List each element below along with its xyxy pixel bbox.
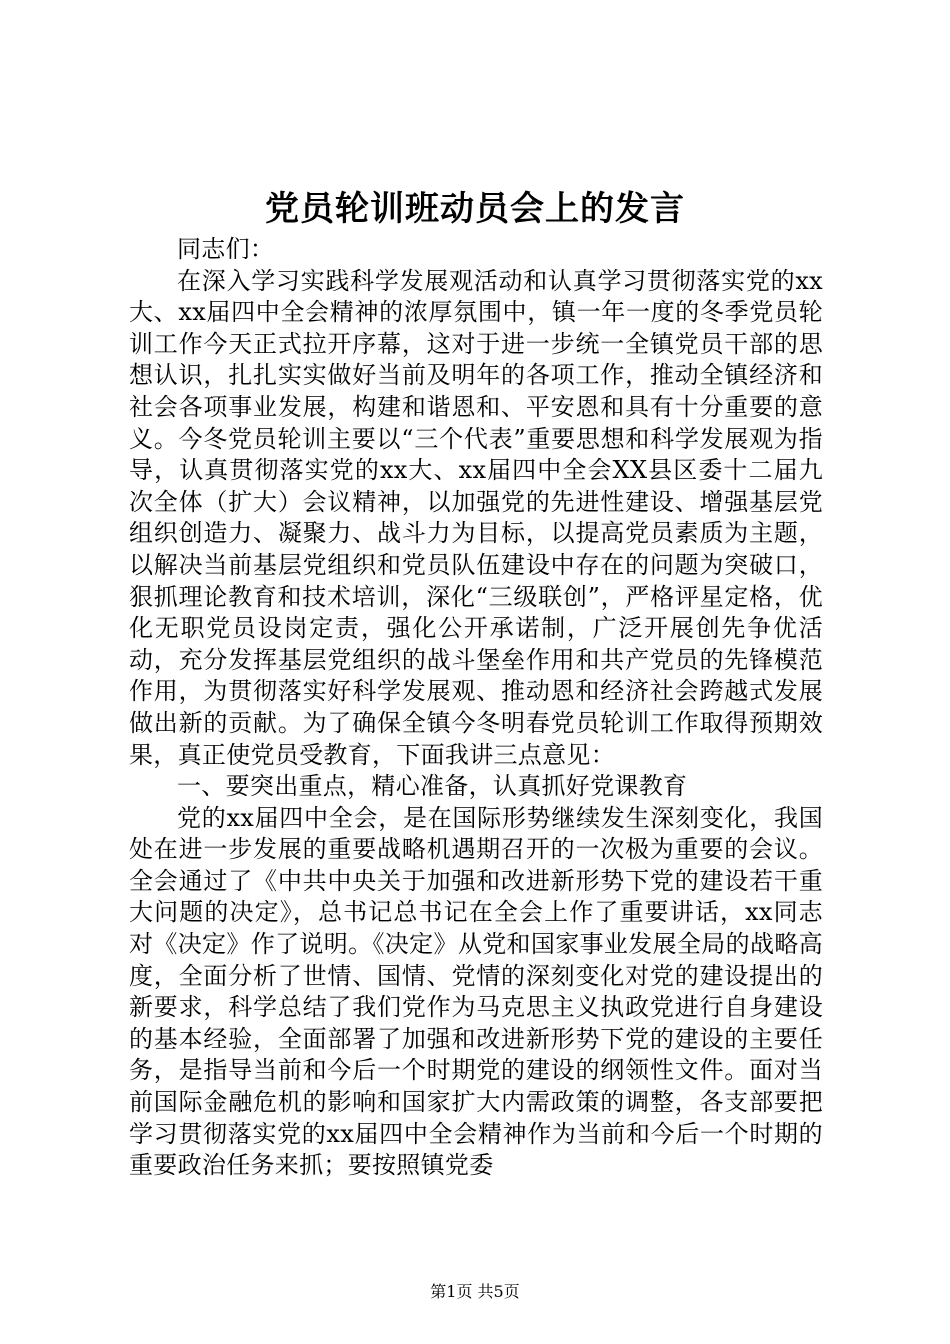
document-title: 党员轮训班动员会上的发言: [265, 189, 685, 229]
salutation: 同志们：: [177, 235, 275, 263]
paragraph-intro: 在深入学习实践科学发展观活动和认真学习贯彻落实党的xx大、xx届四中全会精神的浓厚氛围中，镇一年一度的冬季党员轮训工作今天正式拉开序幕，这对于进一步统一全镇党员干部的思想认识，扎扎实实做好当前及明年的各项工作，推动全镇经济和社会各项事业发展，构建和谐恩和、平安恩和具有十分重要的意义。今冬党员轮训主要以“三个代表”重要思想和科学发展观为指导，认真贯彻落实党的xx大、xx届四中全会XX县区委十二届九次全体（扩大）会议精神，以加强党的先进性建设、增强基层党组织创造力、凝聚力、战斗力为目标，以提高党员素质为主题，以解决当前基层党组织和党员队伍建设中存在的问题为突破口，狠抓理论教育和技术培训，深化“三级联创”，严格评星定格，优化无职党员设岗定责，强化公开承诺制，广泛开展创先争优活动，充分发挥基层党组织的战斗堡垒作用和共产党员的先锋模范作用，为贯彻落实好科学发展观、推动恩和经济社会跨越式发展做出新的贡献。为了确保全镇今冬明春党员轮训工作取得预期效果，真正使党员受教育，下面我讲三点意见：: [129, 266, 823, 769]
document-body: [129, 234, 823, 1182]
page-footer: 第1页 共5页: [430, 1282, 520, 1301]
paragraph-section-1: 党的xx届四中全会，是在国际形势继续发生深刻变化，我国处在进一步发展的重要战略机遇期召开的一次极为重要的会议。全会通过了《中共中央关于加强和改进新形势下党的建设若干重大问题的决定》，总书记总书记在全会上作了重要讲话，xx同志对《决定》作了说明。《决定》从党和国家事业发展全局的战略高度，全面分析了世情、国情、党情的深刻变化对党的建设提出的新要求，科学总结了我们党作为马克思主义执政党进行自身建设的基本经验，全面部署了加强和改进新形势下党的建设的主要任务，是指导当前和今后一个时期党的建设的纲领性文件。面对当前国际金融危机的影响和国家扩大内需政策的调整，各支部要把学习贯彻落实党的xx届四中全会精神作为当前和今后一个时期的重要政治任务来抓；要按照镇党委: [129, 803, 823, 1180]
section-heading-1: 一、要突出重点，精心准备，认真抓好党课教育: [177, 772, 688, 801]
